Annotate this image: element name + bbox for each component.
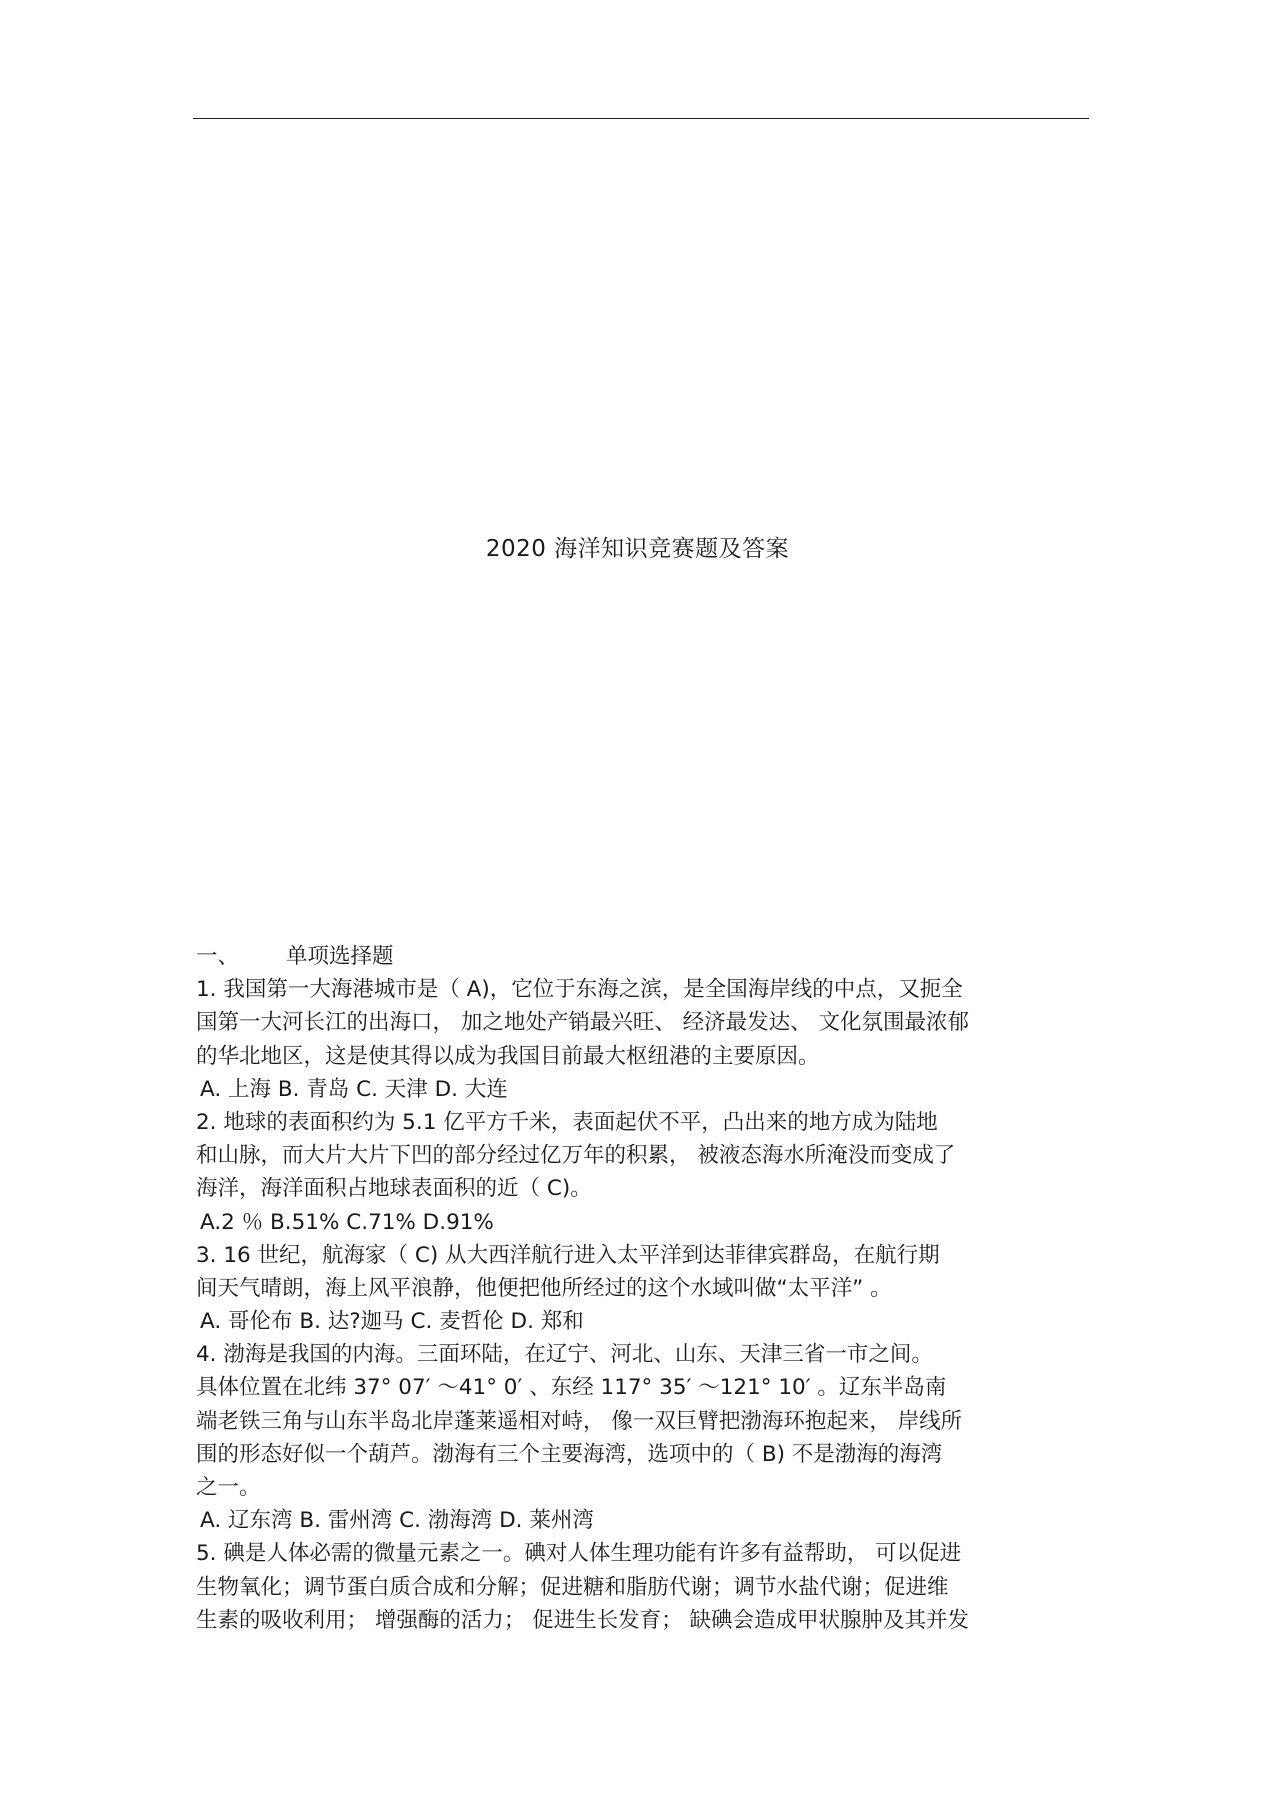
section-heading <box>196 940 1086 973</box>
document-title: 2020 海洋知识竞赛题及答案 <box>485 536 790 562</box>
text-line: 具体位置在北纬 37° 07′ ～41° 0′ 、东经 117° 35′ ～121° 10′ 。辽东半岛南 <box>196 1375 947 1401</box>
text-line: 3. 16 世纪，航海家（ C) 从大西洋航行进入太平洋到达菲律宾群岛，在航行期 <box>196 1242 940 1268</box>
text-line: 4. 渤海是我国的内海。三面环陆，在辽宁、河北、山东、天津三省一市之间。 <box>196 1342 933 1368</box>
text-line: 生素的吸收利用； 增强酶的活力； 促进生长发育； 缺碘会造成甲状腺肿及其并发 <box>196 1607 970 1633</box>
text-line: 海洋，海洋面积占地球表面积的近（ C)。 <box>196 1176 592 1202</box>
text-line: 1. 我国第一大海港城市是（ A)，它位于东海之滨，是全国海岸线的中点，又扼全 <box>196 977 963 1003</box>
text-line: 端老铁三角与山东半岛北岸蓬莱遥相对峙， 像一双巨臂把渤海环抱起来， 岸线所 <box>196 1408 963 1434</box>
text-line: 之一。 <box>196 1475 261 1500</box>
text-line: 5. 碘是人体必需的微量元素之一。碘对人体生理功能有许多有益帮助， 可以促进 <box>196 1541 962 1567</box>
answer-options: A. 上海 B. 青岛 C. 天津 D. 大连 <box>200 1076 508 1102</box>
text-line: 间天气晴朗，海上风平浪静，他便把他所经过的这个水域叫做“太平洋” 。 <box>196 1275 892 1301</box>
text-line: 生物氧化；调节蛋白质合成和分解；促进糖和脂肪代谢；调节水盐代谢；促进维 <box>196 1574 949 1600</box>
text-line: 国第一大河长江的出海口， 加之地处产销最兴旺、 经济最发达、 文化氛围最浓郁 <box>196 1010 970 1036</box>
text-line: 和山脉，而大片大片下凹的部分经过亿万年的积累， 被液态海水所淹没而变成了 <box>196 1143 956 1169</box>
section-number: 一、 <box>196 944 240 969</box>
text-line: 2. 地球的表面积约为 5.1 亿平方千米，表面起伏不平，凸出来的地方成为陆地 <box>196 1109 938 1135</box>
text-line: 的华北地区，这是使其得以成为我国目前最大枢纽港的主要原因。 <box>196 1043 820 1069</box>
answer-options: A. 哥伦布 B. 达?迦马 C. 麦哲伦 D. 郑和 <box>200 1309 584 1335</box>
header-rule <box>193 118 1089 119</box>
section-label: 单项选择题 <box>286 944 394 969</box>
answer-options: A. 辽东湾 B. 雷州湾 C. 渤海湾 D. 莱州湾 <box>200 1508 594 1534</box>
text-line: 围的形态好似一个葫芦。渤海有三个主要海湾，选项中的（ B) 不是渤海的海湾 <box>196 1441 943 1467</box>
document-body <box>196 940 1086 1637</box>
answer-options: A.2 ％ B.51% C.71% D.91% <box>200 1209 494 1235</box>
